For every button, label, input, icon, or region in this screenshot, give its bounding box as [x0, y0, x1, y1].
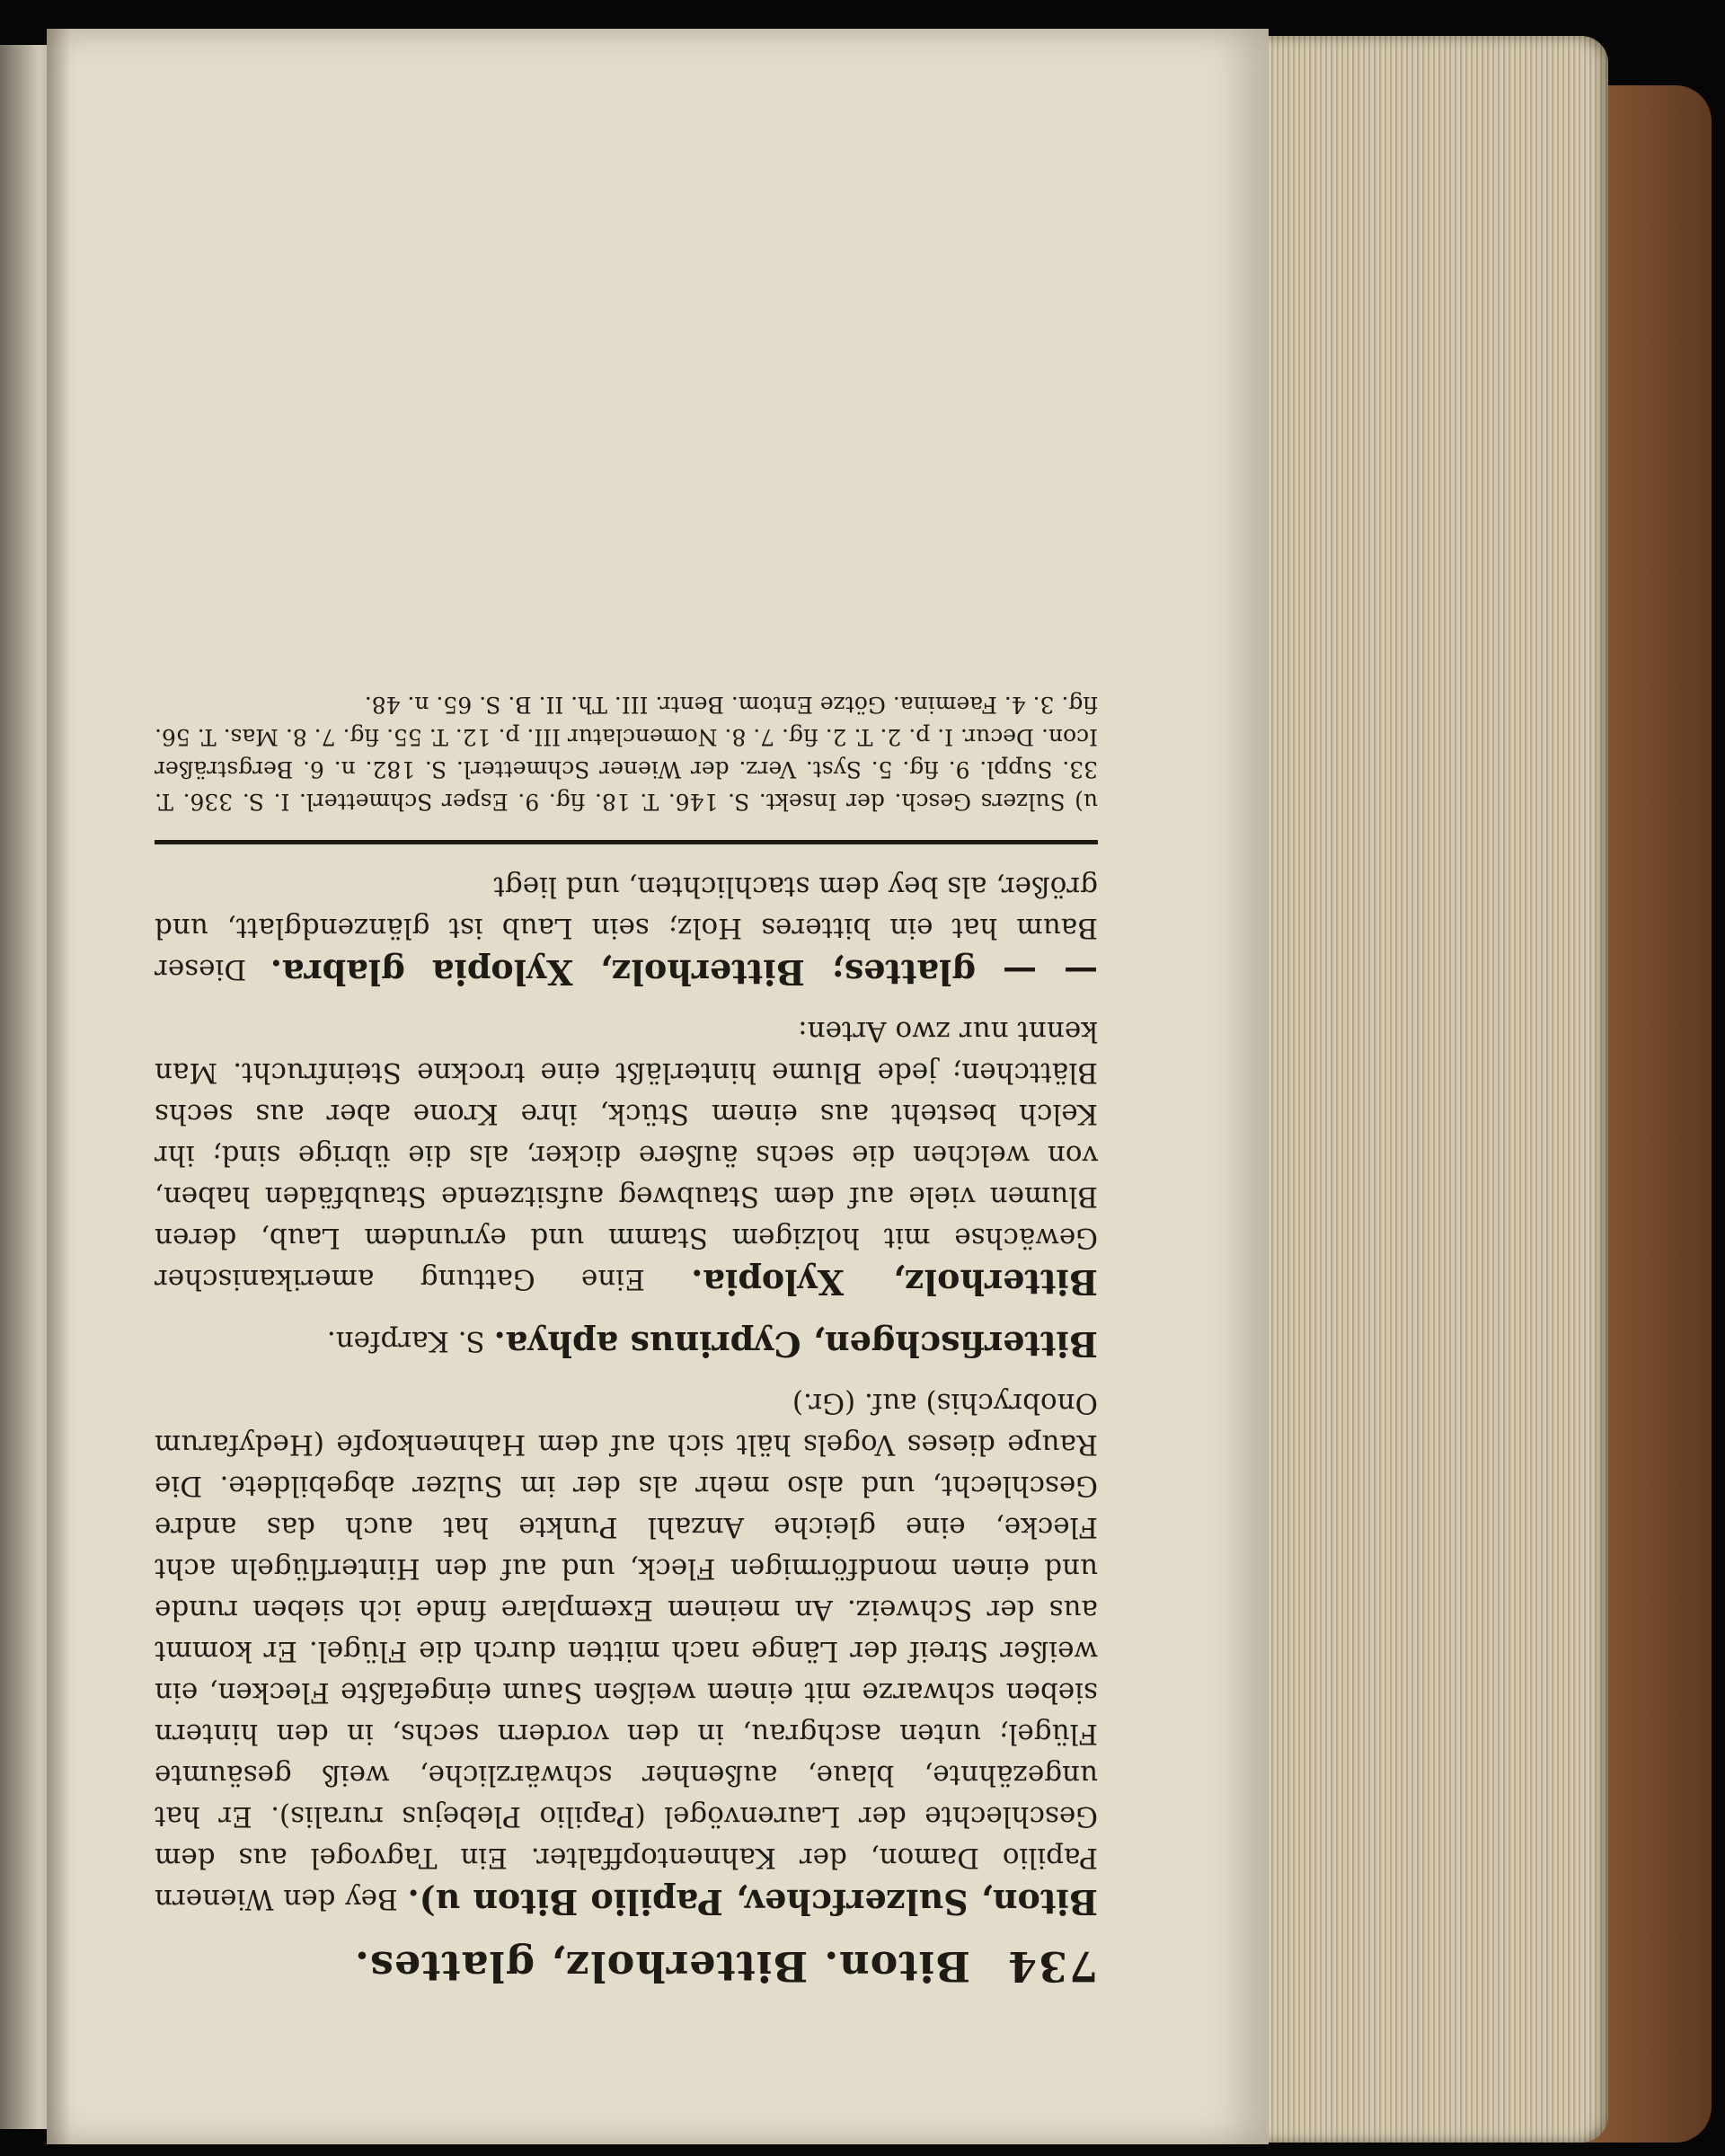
- entry-text: S. Karpfen.: [326, 1325, 485, 1357]
- entry-bitterfischgen: [155, 1321, 1098, 1365]
- entry-bitterholz: [155, 1011, 1098, 1303]
- footnote: u) Sulzers Gesch. der Insekt. S. 146. T. 18. fig. 9. Esper Schmetterl. I. S. 336. T. 33. Suppl. 9. fig. 5. Syst. Verz. der Wiener Schmetterl. S. 182. n. 6. Bergsträßer Icon. Decur. I. p. 2. T. 2. fig. 7. 8. Nomenclatur III. p. 12. T. 55. fig. 7. 8. Mas. T. 56. fig. 3. 4. Faemina. Götze Entom. Bentr. III. Th. II. B. S. 65. n. 48.: [155, 692, 1098, 815]
- upside-down-text-area: [154, 208, 1098, 1991]
- page-number: 734: [1005, 1942, 1098, 1991]
- entry-biton: [155, 1383, 1098, 1922]
- entry-text: Eine Gattung amerikanischer Gewächse mit holzigem Stamm und eyrundem Laub, deren Blumen viele auf dem Staubweg aufsitzende Staubfäden haben, von welchen die sechs äußere dicker, als die übrige sind; ihr Kelch besteht aus einem Stück, ihre Krone aber aus sechs Blättchen; jede Blume hinterläßt eine trockne Steinfrucht. Man kennt nur zwo Arten:: [155, 1015, 1098, 1295]
- page-gutter-shadow: [47, 29, 70, 2144]
- entry-bitterholz-glattes: [155, 866, 1098, 993]
- entry-lemma: Bitterfischgen, Cyprinus aphya.: [493, 1324, 1098, 1365]
- entry-text: Bey den Wienern Papilio Damon, der Kahnentopffalter. Ein Tagvogel aus dem Geschlechte der Laurenvögel (Papilio Plebejus ruralis). Er hat ungezähnte, blaue, außenher schwärzliche, weiß gesäumte Flügel; unten aschgrau, in den vordern sechs, in den hintern sieben schwarze mit einem weißen Saum eingefaßte Flecken, ein weißer Streif der Länge nach mitten durch die Flügel. Er kommt aus der Schweiz. An meinem Exemplare finde ich sieben runde und einen mondförmigen Fleck, und auf den Hinterflügeln acht Flecke, eine gleiche Anzahl Punkte hat auch das andre Geschlecht, und also mehr als der im Sulzer abgebildete. Die Raupe dieses Vogels hält sich auf dem Hahnenkopfe (Hedyfarum Onobrychis) auf. (Gr.): [154, 1387, 1098, 1915]
- entry-lemma: Bitterholz, Xylopia.: [691, 1262, 1098, 1303]
- entry-lemma: Biton, Sulzerfchev, Papilio Biton u).: [407, 1882, 1098, 1922]
- page-block-edges: [1253, 36, 1608, 2143]
- entry-lemma: — — glattes; Bitterholz, Xylopia glabra.: [270, 952, 1098, 993]
- running-head: [155, 1942, 1098, 1991]
- footnote-rule: [155, 840, 1098, 844]
- book-page: [47, 29, 1269, 2144]
- entry-text: Dieser Baum hat ein bitteres Holz; sein Laub ist glänzendglatt, und größer, als bey dem stachlichten, und liegt: [155, 870, 1098, 985]
- running-head-title: Biton. Bitterholz, glattes.: [353, 1942, 970, 1991]
